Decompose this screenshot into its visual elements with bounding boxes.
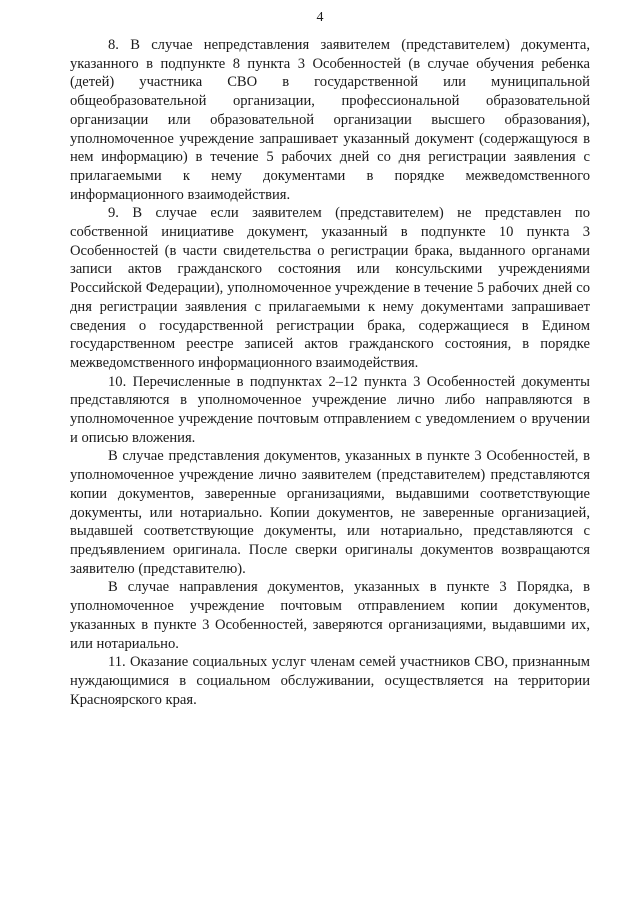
paragraph-10-postal-submission: В случае направления документов, указанных в пункте 3 Порядка, в уполномоченное учреждение почтовым отправлением копии документов, указанных в пункте 3 Особенностей, заверяются организациями, выдавшими их, или нотариально. (70, 579, 590, 652)
document-body (70, 36, 590, 709)
paragraph-9: 9. В случае если заявителем (представителем) не представлен по собственной инициативе документ, указанный в подпункте 10 пункта 3 Особенностей (в части свидетельства о регистрации брака, выданного органами записи актов гражданского состояния или консульскими учреждениями Российской Федерации), уполномоченное учреждение в течение 5 рабочих дней со дня регистрации заявления с прилагаемыми к нему документами запрашивает сведения о государственной регистрации брака, содержащиеся в Едином государственном реестре записей актов гражданского состояния, в порядке межведомственного информационного взаимодействия. (70, 205, 590, 371)
paragraph-10: 10. Перечисленные в подпунктах 2–12 пункта 3 Особенностей документы представляются в уполномоченное учреждение лично либо направляются в уполномоченное учреждение почтовым отправлением с уведомлением о вручении и описью вложения. (70, 373, 590, 446)
paragraph-10-personal-submission: В случае представления документов, указанных в пункте 3 Особенностей, в уполномоченное учреждение лично заявителем (представителем) представляются копии документов, заверенные организациями, выдавшими соответствующие документы, или нотариально. Копии документов, не заверенные организацией, выдавшей соответствующие документы, или нотариально, представляются с предъявлением оригинала. После сверки оригиналы документов возвращаются заявителю (представителю). (70, 448, 590, 577)
paragraph-11: 11. Оказание социальных услуг членам семей участников СВО, признанным нуждающимися в социальном обслуживании, осуществляется на территории Красноярского края. (70, 654, 590, 708)
paragraph-8: 8. В случае непредставления заявителем (представителем) документа, указанного в подпункте 8 пункта 3 Особенностей (в случае обучения ребенка (детей) участника СВО в государственной или муниципальной общеобразовательной организации, профессиональной образовательной организации или образовательной организации высшего образования), уполномоченное учреждение запрашивает указанный документ (содержащуюся в нем информацию) в течение 5 рабочих дней со дня регистрации заявления с прилагаемыми к нему документами в порядке межведомственного информационного взаимодействия. (70, 37, 590, 203)
page-number: 4 (316, 10, 324, 25)
